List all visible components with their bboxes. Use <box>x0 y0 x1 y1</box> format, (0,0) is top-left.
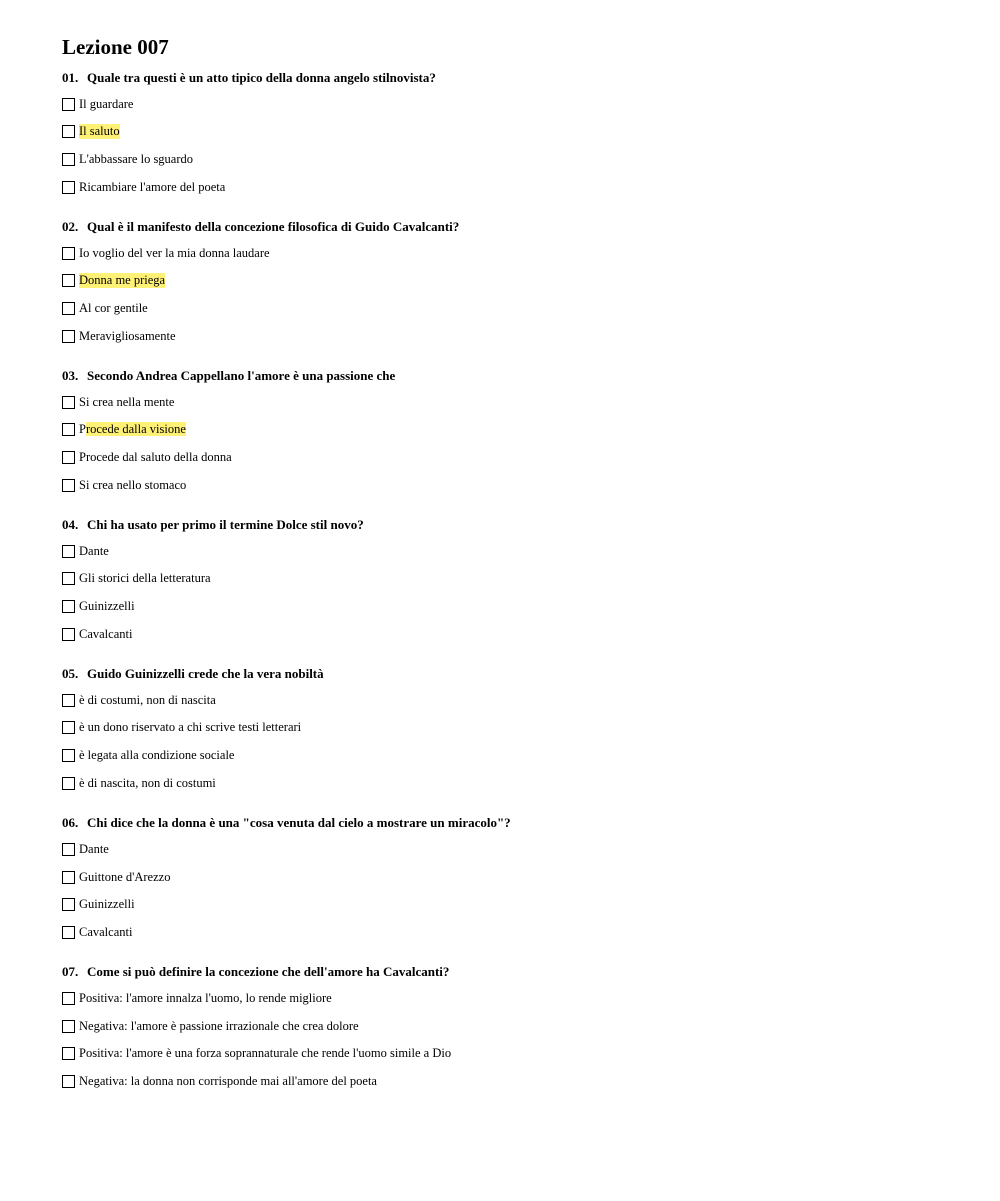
answer-label: Negativa: la donna non corrisponde mai all'amore del poeta <box>79 1073 377 1088</box>
answer-label: Il saluto <box>79 124 120 139</box>
checkbox[interactable] <box>62 545 75 558</box>
question-number: 05. <box>62 666 79 682</box>
answer-option[interactable] <box>62 599 1000 615</box>
answer-label: è di costumi, non di nascita <box>79 692 216 707</box>
answer-label: Negativa: l'amore è passione irrazionale che crea dolore <box>79 1018 359 1033</box>
answer-option[interactable] <box>62 571 1000 587</box>
answer-label: L'abbassare lo sguardo <box>79 151 194 166</box>
question-number: 07. <box>62 964 79 980</box>
answer-label: Gli storici della letteratura <box>79 571 211 586</box>
question-03 <box>62 368 1000 493</box>
answer-label: Cavalcanti <box>79 626 133 641</box>
answer-label: Io voglio del ver la mia donna laudare <box>79 245 270 260</box>
answer-option[interactable] <box>62 1018 1000 1034</box>
checkbox[interactable] <box>62 98 75 111</box>
question-text <box>62 517 1000 533</box>
question-text <box>62 219 1000 235</box>
checkbox[interactable] <box>62 153 75 166</box>
checkbox[interactable] <box>62 749 75 762</box>
answer-label: Meravigliosamente <box>79 328 176 343</box>
answer-option[interactable] <box>62 924 1000 940</box>
answer-option[interactable] <box>62 1046 1000 1062</box>
checkbox[interactable] <box>62 572 75 585</box>
answer-option[interactable] <box>62 543 1000 559</box>
answer-label: Dante <box>79 543 109 558</box>
answer-label: Al cor gentile <box>79 300 148 315</box>
checkbox[interactable] <box>62 600 75 613</box>
answer-option[interactable] <box>62 273 1000 289</box>
answer-option[interactable] <box>62 245 1000 261</box>
question-text <box>62 815 1000 831</box>
answer-option[interactable] <box>62 897 1000 913</box>
question-label: Secondo Andrea Cappellano l'amore è una passione che <box>87 368 396 384</box>
answer-option[interactable] <box>62 990 1000 1006</box>
answer-label: Procede dalla visione <box>79 422 186 437</box>
question-label: Chi ha usato per primo il termine Dolce stil novo? <box>87 517 364 533</box>
checkbox[interactable] <box>62 302 75 315</box>
question-label: Qual è il manifesto della concezione filosofica di Guido Cavalcanti? <box>87 219 460 235</box>
answer-option[interactable] <box>62 626 1000 642</box>
answer-option[interactable] <box>62 328 1000 344</box>
answer-option[interactable] <box>62 124 1000 140</box>
checkbox[interactable] <box>62 423 75 436</box>
checkbox[interactable] <box>62 898 75 911</box>
page-title: Lezione 007 <box>62 35 169 59</box>
question-number: 02. <box>62 219 79 235</box>
question-06 <box>62 815 1000 940</box>
answer-label: Procede dal saluto della donna <box>79 450 232 464</box>
checkbox[interactable] <box>62 396 75 409</box>
answer-option[interactable] <box>62 869 1000 885</box>
checkbox[interactable] <box>62 694 75 707</box>
answer-label: è un dono riservato a chi scrive testi letterari <box>79 720 302 735</box>
checkbox[interactable] <box>62 479 75 492</box>
answer-option[interactable] <box>62 151 1000 167</box>
answer-option[interactable] <box>62 841 1000 857</box>
answer-option[interactable] <box>62 96 1000 112</box>
answer-label: è di nascita, non di costumi <box>79 775 216 790</box>
answer-option[interactable] <box>62 720 1000 736</box>
answer-option[interactable] <box>62 300 1000 316</box>
answer-label: Il guardare <box>79 96 134 111</box>
answer-label: Si crea nello stomaco <box>79 477 187 492</box>
checkbox[interactable] <box>62 777 75 790</box>
answer-label: Guittone d'Arezzo <box>79 869 171 884</box>
answer-label: Donna me priega <box>79 273 166 288</box>
answer-option[interactable] <box>62 1073 1000 1089</box>
answer-option[interactable] <box>62 775 1000 791</box>
answer-label: Guinizzelli <box>79 897 135 912</box>
question-label: Come si può definire la concezione che dell'amore ha Cavalcanti? <box>87 964 450 980</box>
question-text <box>62 70 1000 86</box>
checkbox[interactable] <box>62 992 75 1005</box>
answer-label: Ricambiare l'amore del poeta <box>79 179 226 194</box>
question-number: 04. <box>62 517 79 533</box>
answer-option[interactable] <box>62 692 1000 708</box>
checkbox[interactable] <box>62 843 75 856</box>
checkbox[interactable] <box>62 274 75 287</box>
checkbox[interactable] <box>62 330 75 343</box>
checkbox[interactable] <box>62 628 75 641</box>
question-number: 03. <box>62 368 79 384</box>
answer-option[interactable] <box>62 394 1000 410</box>
checkbox[interactable] <box>62 181 75 194</box>
answer-option[interactable] <box>62 450 1000 466</box>
answer-option[interactable] <box>62 179 1000 195</box>
answer-label: Cavalcanti <box>79 924 133 939</box>
answer-option[interactable] <box>62 422 1000 438</box>
question-01 <box>62 70 1000 195</box>
checkbox[interactable] <box>62 125 75 138</box>
question-label: Guido Guinizzelli crede che la vera nobiltà <box>87 666 324 682</box>
checkbox[interactable] <box>62 451 75 464</box>
question-number: 06. <box>62 815 79 831</box>
checkbox[interactable] <box>62 1075 75 1088</box>
question-number: 01. <box>62 70 79 85</box>
checkbox[interactable] <box>62 1047 75 1060</box>
answer-label: è legata alla condizione sociale <box>79 748 235 763</box>
question-05 <box>62 666 1000 791</box>
question-07 <box>62 964 1000 1089</box>
checkbox[interactable] <box>62 721 75 734</box>
question-label: Chi dice che la donna è una "cosa venuta dal cielo a mostrare un miracolo"? <box>87 815 511 831</box>
checkbox[interactable] <box>62 926 75 939</box>
checkbox[interactable] <box>62 1020 75 1033</box>
answer-label: Si crea nella mente <box>79 394 175 409</box>
question-text <box>62 964 1000 980</box>
question-label: Quale tra questi è un atto tipico della donna angelo stilnovista? <box>87 70 436 85</box>
question-text <box>62 666 1000 682</box>
question-02 <box>62 219 1000 344</box>
answer-option[interactable] <box>62 748 1000 764</box>
answer-label: Positiva: l'amore innalza l'uomo, lo rende migliore <box>79 990 332 1005</box>
answer-label: Dante <box>79 841 109 856</box>
answer-label: Positiva: l'amore è una forza soprannaturale che rende l'uomo simile a Dio <box>79 1046 452 1061</box>
answer-label: Guinizzelli <box>79 599 135 614</box>
checkbox[interactable] <box>62 871 75 884</box>
question-list <box>62 70 1000 1089</box>
answer-option[interactable] <box>62 477 1000 493</box>
question-text <box>62 368 1000 384</box>
checkbox[interactable] <box>62 247 75 260</box>
question-04 <box>62 517 1000 642</box>
